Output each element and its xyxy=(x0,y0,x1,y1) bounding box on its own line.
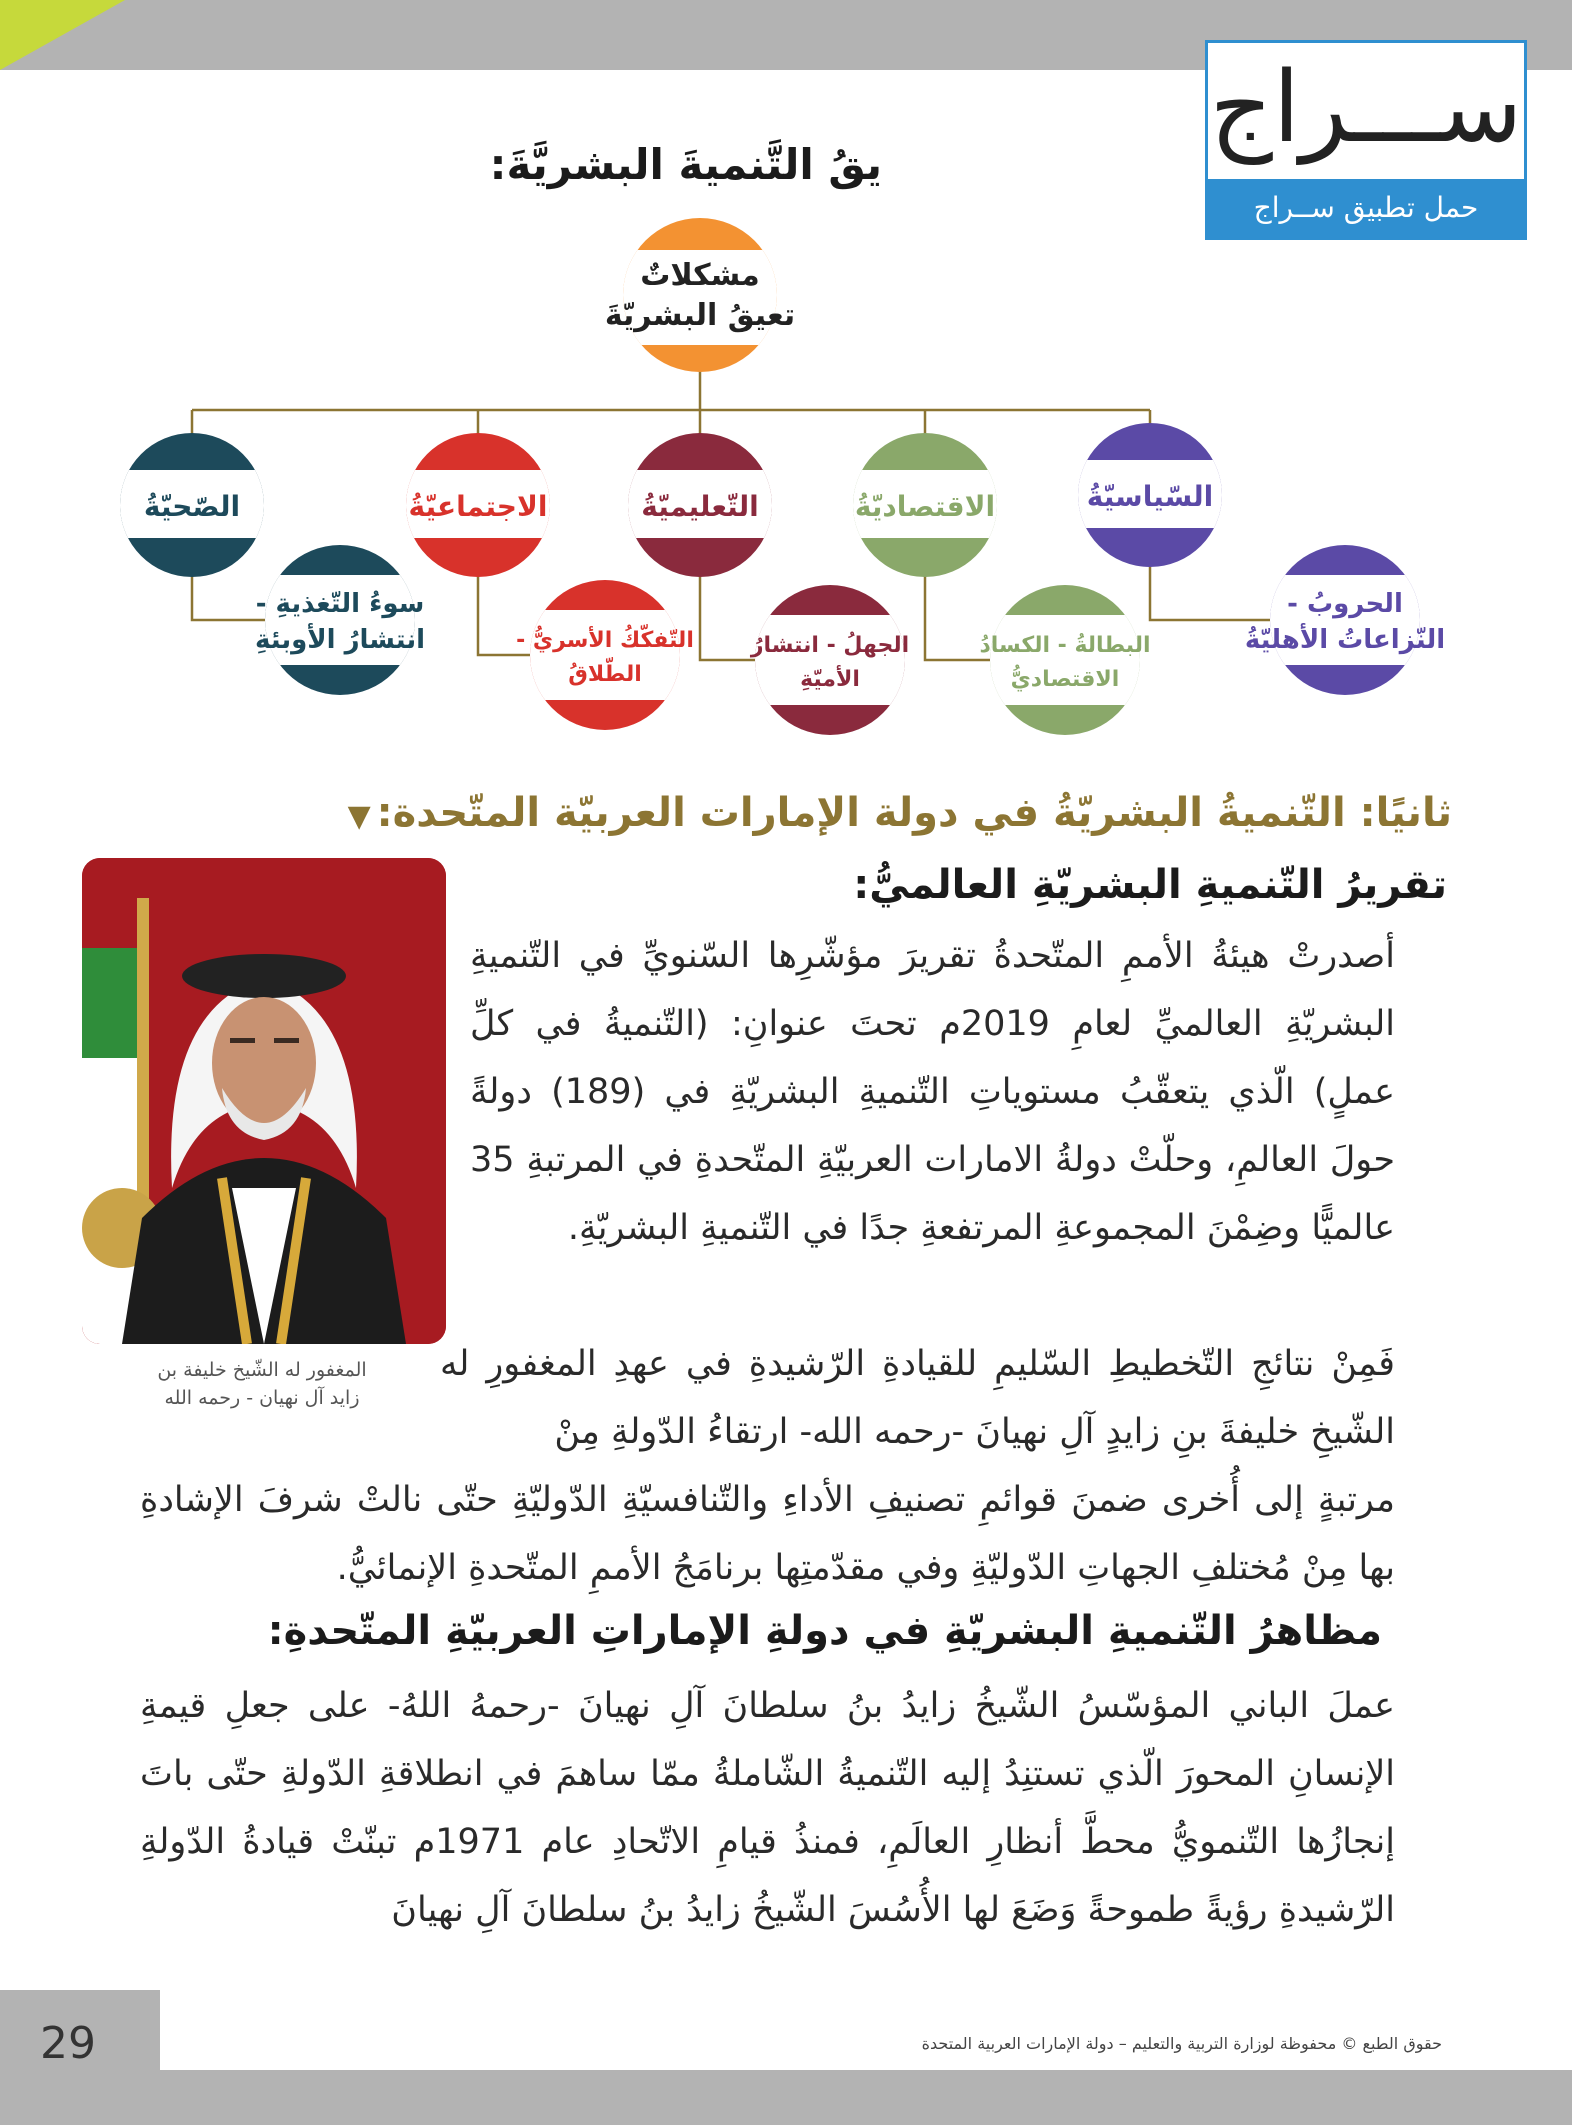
detail-line2: انتشارُ الأوبئةِ xyxy=(254,625,426,655)
detail-education xyxy=(725,585,935,735)
report-paragraph: أصدرتْ هيئةُ الأممِ المتّحدةُ تقريرَ مؤشّرِها السّنويِّ في التّنميةِ البشريّةِ العالميِّ لعامِ 2019م تحتَ عنوانِ: (التّنميةُ في كلِّ عملٍ) الّذي يتعقّبُ مستوياتِ التّنميةِ البشريّةِ في (189) دولةً حولَ العالمِ، وحلّتْ دولةُ الامارات العربيّةِ المتّحدةِ في المرتبةِ 35 عالميًّا وضِمْنَ المجموعةِ المرتفعةِ جدًا في التّنميةِ البشريّةِ. xyxy=(470,936,1396,1248)
logo-title: ســـراج xyxy=(1209,51,1523,165)
caption-line2: زايد آل نهيان - رحمه الله xyxy=(164,1387,360,1409)
aspects-subheading: مظاهرُ التّنميةِ البشريّةِ في دولةِ الإماراتِ العربيّةِ المتّحدةِ: xyxy=(267,1608,1382,1654)
detail-health xyxy=(235,545,445,695)
detail-line1: الجهلُ - انتشارُ xyxy=(750,633,910,658)
detail-line1: الحروبُ - xyxy=(1287,589,1403,619)
diagram-heading: يقُ التَّنميةَ البشريَّةَ: xyxy=(489,140,882,189)
detail-line2: الطّلاقُ xyxy=(568,662,642,687)
portrait-photo xyxy=(82,858,446,1344)
copyright-footer: حقوق الطبع © محفوظة لوزارة التربية والتعليم – دولة الإمارات العربية المتحدة xyxy=(921,2034,1442,2053)
category-label: الاجتماعيّةُ xyxy=(408,490,548,523)
category-label: التّعليميّةُ xyxy=(641,490,759,523)
problems-diagram xyxy=(0,210,1572,750)
photo-caption xyxy=(72,1356,452,1412)
category-economy xyxy=(845,433,1005,577)
detail-politics xyxy=(1240,545,1450,695)
triangle-marker-icon: ▼ xyxy=(347,799,371,834)
bottom-bar xyxy=(150,2070,1572,2125)
detail-line2: الأميّةِ xyxy=(800,667,860,692)
detail-line2: النّزاعاتُ الأهليّةُ xyxy=(1244,625,1446,655)
detail-line1: سوءُ التّغذيةِ - xyxy=(255,589,425,619)
results-paragraph-part1: فَمِنْ نتائجِ التّخطيطِ السّليمِ للقيادةِ الرّشيدةِ في عهدِ المغفورِ له الشّيخِ خليفةَ بنِ زايدٍ آلِ نهيانَ -رحمه الله- ارتقاءُ الدّولةِ مِنْ xyxy=(440,1344,1395,1452)
caption-line1: المغفور له الشّيخ خليفة بن xyxy=(157,1359,367,1381)
report-subheading: تقريرُ التّنميةِ البشريّةِ العالميُّ: xyxy=(853,862,1447,908)
page-number: 29 xyxy=(40,2018,96,2069)
detail-economy xyxy=(960,585,1170,735)
logo-tagline: حمل تطبيق ســراج xyxy=(1208,179,1524,237)
portrait-illustration xyxy=(82,858,446,1344)
category-education xyxy=(620,433,780,577)
detail-line1: التّفكّكُ الأسريُّ - xyxy=(516,628,694,653)
aspects-paragraph: عملَ الباني المؤسّسُ الشّيخُ زايدُ بنُ سلطانَ آلِ نهيانَ -رحمهُ اللهُ- على جعلِ قيمةِ الإنسانِ المحورَ الّذي تستنِدُ إليه التّنميةُ الشّاملةُ ممّا ساهمَ في انطلاقةِ الدّولةِ حتّى باتَ إنجازُها التّنمويُّ محطَّ أنظارِ العالَمِ، فمنذُ قيامِ الاتّحادِ عام 1971م تبنّتْ قيادةُ الدّولةِ الرّشيدةِ رؤيةً طموحةً وَضَعَ لها الأُسُسَ الشّيخُ زايدُ بنُ سلطانَ آلِ نهيانَ xyxy=(140,1686,1395,1930)
center-line2: تعيقُ البشريّةَ xyxy=(604,298,796,333)
results-paragraph-part2: مرتبةٍ إلى أُخرى ضمنَ قوائمِ تصنيفِ الأداءِ والتّنافسيّةِ الدّوليّةِ حتّى نالتْ شرفَ الإشادةِ بها مِنْ مُختلفِ الجهاتِ الدّوليّةِ وفي مقدّمتِها برنامَجُ الأممِ المتّحدةِ الإنمائيُّ. xyxy=(140,1480,1395,1588)
category-social xyxy=(398,433,558,577)
category-label: الصّحيّةُ xyxy=(143,490,241,523)
center-node xyxy=(600,218,800,372)
detail-social xyxy=(500,580,710,730)
category-health xyxy=(112,433,272,577)
category-label: الاقتصاديّةُ xyxy=(854,490,996,523)
detail-line2: الاقتصاديُّ xyxy=(1010,667,1120,692)
center-line1: مشكلاتٌ xyxy=(640,258,760,293)
section-two-title: ثانيًا: التّنميةُ البشريّةُ في دولة الإمارات العربيّة المتّحدة: xyxy=(376,790,1452,836)
top-accent-triangle xyxy=(0,0,125,70)
detail-line1: البطالةُ - الكسادُ xyxy=(979,633,1151,658)
section-two-heading xyxy=(348,790,1452,836)
category-label: السّياسيّةُ xyxy=(1086,480,1214,513)
category-politics xyxy=(1070,423,1230,567)
